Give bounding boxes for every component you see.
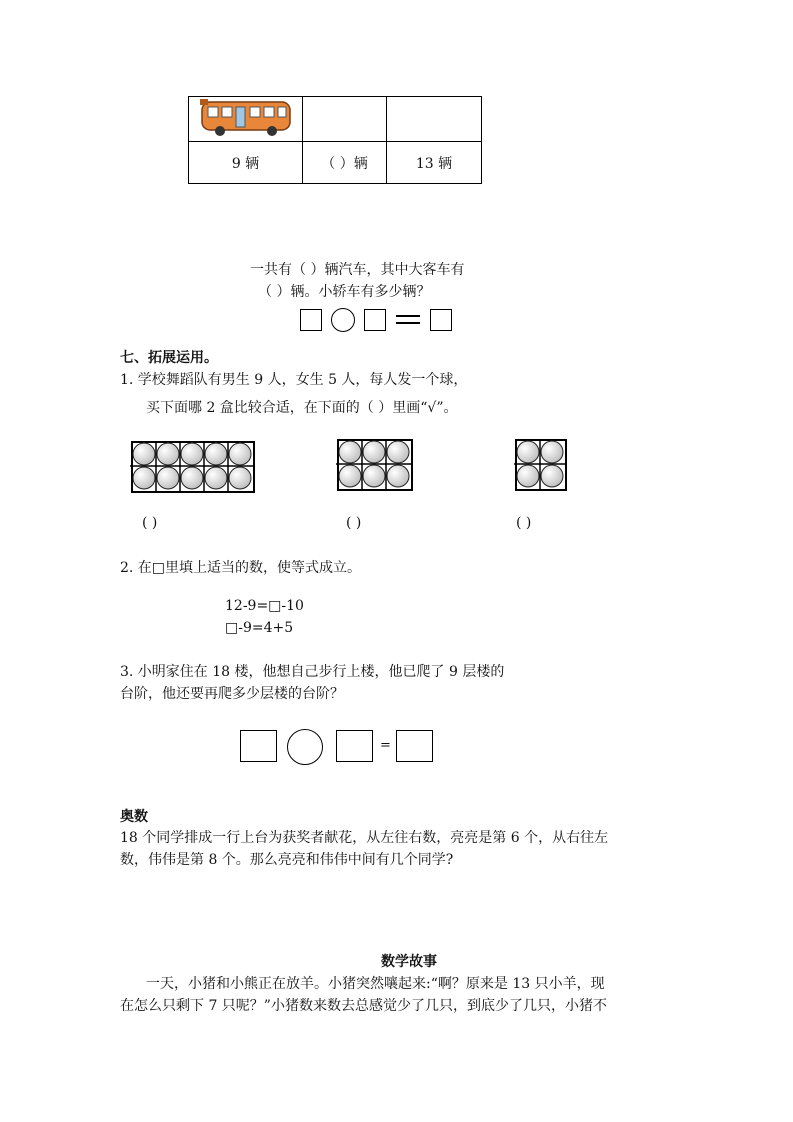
question-2-equation-2: □-9=4+5 (225, 620, 294, 636)
question-3-line-2: 台阶，他还要再爬多少层楼的台阶？ (120, 686, 344, 702)
ball-icon (363, 465, 385, 487)
answer-box-q3-3[interactable] (396, 730, 433, 762)
ball-icon (541, 441, 563, 463)
ball-box-10 (130, 440, 256, 494)
equals-sign (396, 312, 420, 324)
answer-box-2[interactable] (364, 309, 386, 331)
bus-image-cell (189, 97, 303, 142)
ball-icon (339, 465, 361, 487)
ball-icon (517, 465, 539, 487)
answer-box-q3-1[interactable] (240, 730, 277, 762)
ball-icon (517, 441, 539, 463)
answer-box-q3-2[interactable] (336, 730, 373, 762)
ball-icon (133, 443, 155, 465)
question-2-text: 2. 在□里填上适当的数，使等式成立。 (120, 560, 362, 576)
operator-circle[interactable] (331, 308, 355, 332)
problem-line-1: 一共有（ ）辆汽车，其中大客车有 (250, 262, 465, 278)
blank-cell-2 (303, 97, 387, 142)
car-count-blank[interactable]: （ ）辆 (303, 142, 387, 184)
story-line-2: 在怎么只剩下 7 只呢？”小猪数来数去总感觉少了几只，到底少了几只，小猪不 (120, 998, 607, 1014)
question-3-line-1: 3. 小明家住在 18 楼，他想自己步行上楼，他已爬了 9 层楼的 (120, 664, 505, 680)
table-row (189, 97, 482, 142)
ball-icon (181, 467, 203, 489)
answer-box-3[interactable] (430, 309, 452, 331)
answer-blank-box-1[interactable]: ( ) (142, 515, 158, 531)
vehicle-table (188, 96, 482, 184)
ball-icon (229, 467, 251, 489)
ball-icon (387, 441, 409, 463)
olympiad-line-2: 数，伟伟是第 8 个。那么亮亮和伟伟中间有几个同学? (120, 852, 454, 868)
problem-line-2: （ ）辆。小轿车有多少辆？ (258, 284, 431, 300)
ball-icon (157, 467, 179, 489)
question-2-equation-1: 12-9=□-10 (225, 598, 304, 614)
answer-box-1[interactable] (300, 309, 322, 331)
ball-icon (157, 443, 179, 465)
olympiad-heading: 奥数 (120, 809, 148, 825)
olympiad-line-1: 18 个同学排成一行上台为获奖者献花，从左往右数，亮亮是第 6 个，从右往左 (120, 830, 609, 846)
question-1-line-2: 买下面哪 2 盒比较合适，在下面的（ ）里画“√”。 (146, 400, 458, 416)
blank-cell-3 (387, 97, 482, 142)
answer-blank-box-3[interactable]: ( ) (516, 515, 532, 531)
ball-icon (387, 465, 409, 487)
ball-box-6 (336, 438, 414, 492)
ball-icon (205, 467, 227, 489)
answer-blank-box-2[interactable]: ( ) (346, 515, 362, 531)
section-heading: 七、拓展运用。 (120, 350, 218, 366)
table-row (189, 142, 482, 184)
ball-icon (541, 465, 563, 487)
bus-icon (198, 97, 294, 137)
story-title: 数学故事 (381, 954, 437, 970)
story-line-1: 一天，小猪和小熊正在放羊。小猪突然嚷起来:“啊？原来是 13 只小羊，现 (146, 976, 605, 992)
ball-icon (181, 443, 203, 465)
bus-count: 9 辆 (189, 142, 303, 184)
ball-icon (229, 443, 251, 465)
question-1-line-1: 1. 学校舞蹈队有男生 9 人，女生 5 人，每人发一个球， (120, 372, 468, 388)
ball-icon (339, 441, 361, 463)
operator-circle-q3[interactable] (287, 729, 323, 765)
equals-sign-q3: = (380, 738, 391, 753)
ball-icon (363, 441, 385, 463)
ball-icon (205, 443, 227, 465)
total-count: 13 辆 (387, 142, 482, 184)
ball-box-4 (514, 438, 568, 492)
ball-icon (133, 467, 155, 489)
